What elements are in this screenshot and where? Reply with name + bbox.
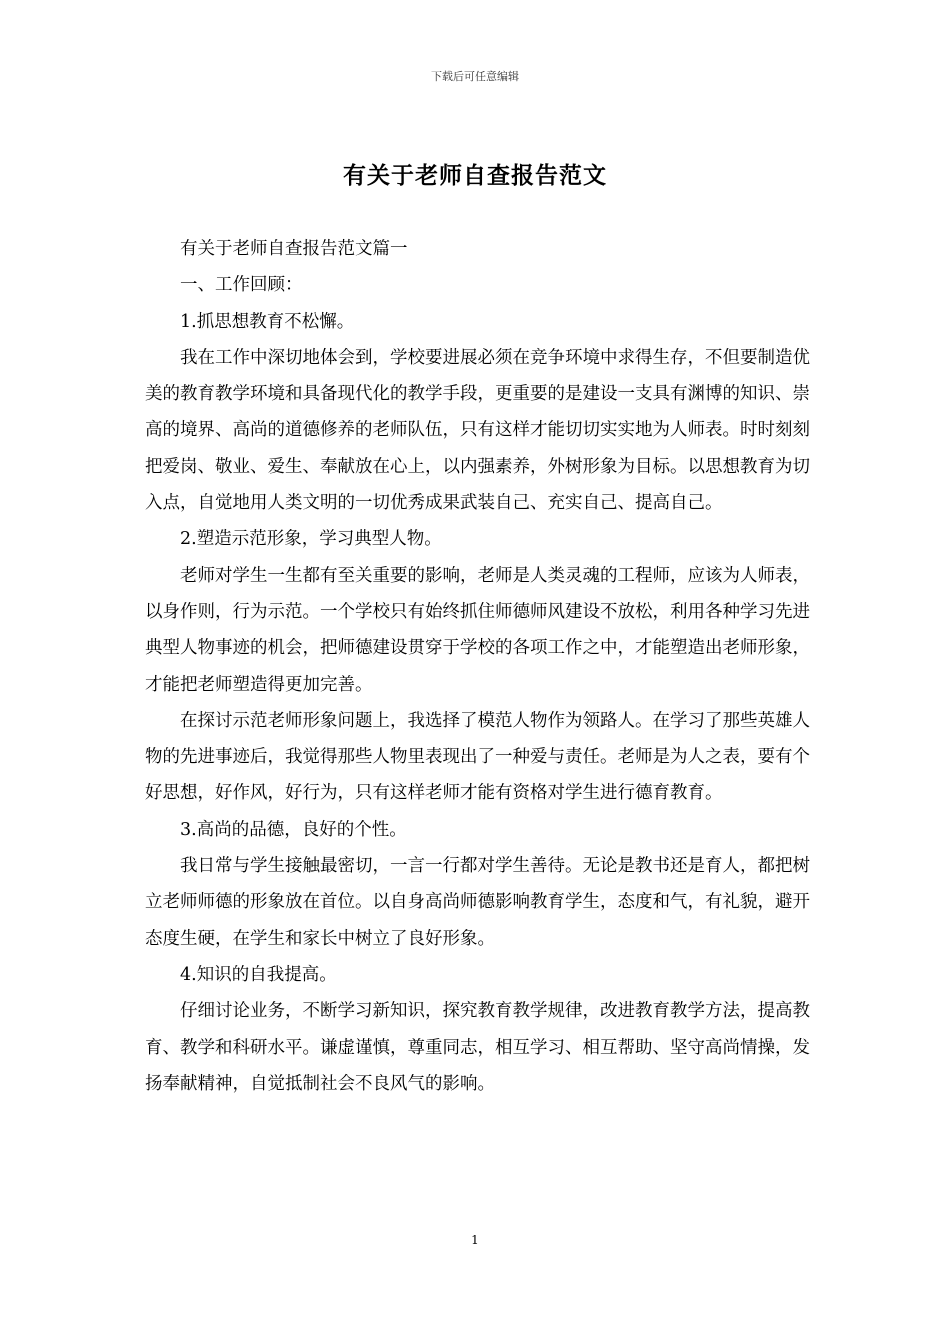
item-heading: 4.知识的自我提高。	[180, 964, 337, 985]
body-paragraph: 在探讨示范老师形象问题上，我选择了模范人物作为领路人。在学习了那些英雄人物的先进事迹后，我觉得那些人物里表现出了一种爱与责任。老师是为人之表，要有个好思想，好作风，好行为，只有这样老师才能有资格对学生进行德育教育。	[145, 710, 810, 804]
item-heading: 1.抓思想教育不松懈。	[180, 311, 355, 332]
document-body	[145, 231, 810, 1102]
section-heading: 有关于老师自查报告范文篇一	[180, 239, 408, 259]
item-heading: 2.塑造示范形象，学习典型人物。	[180, 529, 442, 550]
body-paragraph: 老师对学生一生都有至关重要的影响，老师是人类灵魂的工程师，应该为人师表，以身作则，行为示范。一个学校只有始终抓住师德师风建设不放松，利用各种学习先进典型人物事迹的机会，把师德建设贯穿于学校的各项工作之中，才能塑造出老师形象，才能把老师塑造得更加完善。	[145, 565, 810, 695]
page-number: 1	[471, 1233, 479, 1247]
item-heading: 3.高尚的品德，良好的个性。	[180, 819, 407, 840]
subsection-heading: 一、工作回顾：	[180, 275, 303, 296]
body-paragraph: 我在工作中深切地体会到，学校要进展必须在竞争环境中求得生存，不但要制造优美的教育教学环境和具备现代化的教学手段，更重要的是建设一支具有渊博的知识、崇高的境界、高尚的道德修养的老师队伍，只有这样才能切切实实地为人师表。时时刻刻把爱岗、敬业、爱生、奉献放在心上，以内强素养，外树形象为目标。以思想教育为切入点，自觉地用人类文明的一切优秀成果武装自己、充实自己、提高自己。	[145, 347, 810, 514]
body-paragraph: 我日常与学生接触最密切，一言一行都对学生善待。无论是教书还是育人，都把树立老师师德的形象放在首位。以自身高尚师德影响教育学生，态度和气，有礼貌，避开态度生硬，在学生和家长中树立了良好形象。	[145, 856, 810, 949]
document-title: 有关于老师自查报告范文	[343, 162, 607, 189]
body-paragraph: 仔细讨论业务，不断学习新知识，探究教育教学规律，改进教育教学方法，提高教育、教学和科研水平。谦虚谨慎，尊重同志，相互学习、相互帮助、坚守高尚情操，发扬奉献精神，自觉抵制社会不良风气的影响。	[145, 1001, 810, 1094]
header-note: 下载后可任意编辑	[431, 70, 519, 83]
